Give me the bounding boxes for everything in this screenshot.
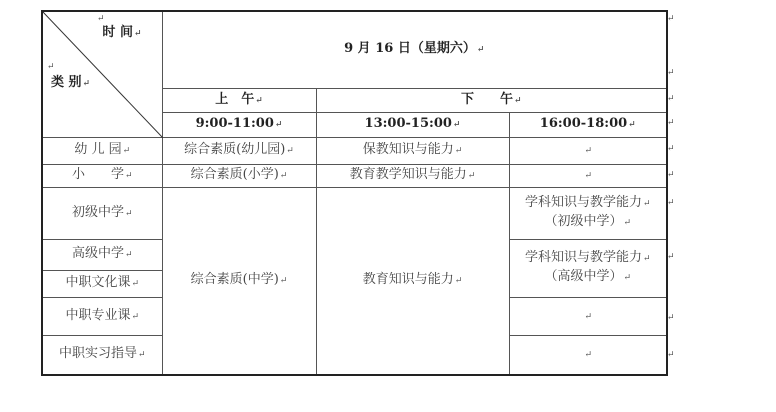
category-primary: 小 学↵	[42, 164, 162, 187]
slot-3: 16:00-18:00↵	[509, 112, 667, 137]
vocational-major-slot3: ↵	[509, 297, 667, 335]
kindergarten-slot1: 综合素质(幼儿园)↵	[162, 137, 316, 164]
slot-2: 13:00-15:00↵	[316, 112, 509, 137]
category-senior: 高级中学↵	[42, 239, 162, 270]
senior-slot3: 学科知识与教学能力↵ （高级中学）↵	[509, 239, 667, 297]
row-end-mark: ↵	[667, 118, 675, 128]
morning-header: 上 午↵	[162, 88, 316, 112]
row-end-mark: ↵	[667, 252, 675, 262]
row-end-mark: ↵	[667, 68, 675, 78]
primary-slot3: ↵	[509, 164, 667, 187]
row-end-mark: ↵	[667, 14, 675, 24]
exam-date: 9 月 16 日（星期六）↵	[162, 11, 667, 88]
time-label: 时 间↵	[102, 25, 142, 40]
row-end-mark: ↵	[667, 313, 675, 323]
junior-slot3: 学科知识与教学能力↵ （初级中学）↵	[509, 187, 667, 239]
row-end-mark: ↵	[667, 170, 675, 180]
category-label: 类 别↵	[51, 75, 91, 90]
category-vocational-major: 中职专业课↵	[42, 297, 162, 335]
schedule-table	[41, 10, 668, 376]
row-end-mark: ↵	[667, 94, 675, 104]
vocational-practice-slot3: ↵	[509, 335, 667, 375]
kindergarten-slot3: ↵	[509, 137, 667, 164]
para-mark: ↵	[47, 62, 55, 72]
category-kindergarten: 幼 儿 园↵	[42, 137, 162, 164]
secondary-slot1: 综合素质(中学)↵	[162, 187, 316, 375]
row-end-mark: ↵	[667, 350, 675, 360]
primary-slot1: 综合素质(小学)↵	[162, 164, 316, 187]
row-end-mark: ↵	[667, 144, 675, 154]
category-vocational-culture: 中职文化课↵	[42, 270, 162, 297]
row-end-mark: ↵	[667, 198, 675, 208]
category-junior: 初级中学↵	[42, 187, 162, 239]
diagonal-header-cell	[42, 11, 162, 137]
category-vocational-practice: 中职实习指导↵	[42, 335, 162, 375]
slot-1: 9:00-11:00↵	[162, 112, 316, 137]
kindergarten-slot2: 保教知识与能力↵	[316, 137, 509, 164]
para-mark: ↵	[97, 14, 105, 24]
primary-slot2: 教育教学知识与能力↵	[316, 164, 509, 187]
secondary-slot2: 教育知识与能力↵	[316, 187, 509, 375]
afternoon-header: 下 午↵	[316, 88, 667, 112]
exam-schedule	[41, 10, 668, 376]
